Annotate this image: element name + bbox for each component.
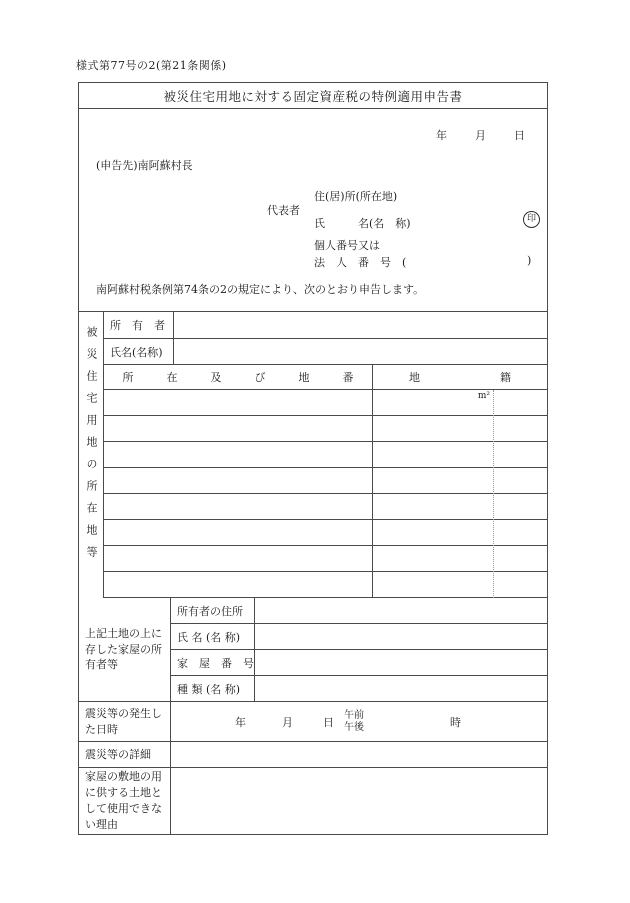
land-table-header-row	[104, 365, 591, 390]
dt-year-label: 年	[235, 715, 246, 729]
owner-name-row	[104, 339, 547, 365]
building-owner-section	[79, 598, 547, 702]
location-cell	[104, 468, 373, 493]
land-table-data-rows	[104, 390, 547, 598]
building-owner-name-value	[255, 624, 547, 649]
dt-day-label: 日	[323, 715, 334, 729]
area-cell	[373, 520, 547, 545]
owner-name-value-cell	[174, 339, 547, 364]
area-header-label: 地籍	[409, 371, 591, 384]
area-header-cell	[373, 365, 591, 389]
area-cell	[373, 442, 547, 467]
dt-ampm-label	[344, 710, 364, 734]
area-cell	[373, 572, 547, 597]
dt-am-label: 午前	[344, 709, 364, 721]
form-code: 様式第77号の2(第21条関係)	[76, 59, 227, 72]
building-number-label: 家 屋 番 号	[171, 650, 255, 675]
location-cell	[104, 572, 373, 597]
owner-value-cell	[174, 312, 547, 338]
declaration-statement: 南阿蘇村税条例第74条の2の規定により、次のとおり申告します。	[96, 283, 425, 296]
dt-month-label: 月	[282, 715, 293, 729]
land-table-side-label: 被災住宅用地の所在地等	[85, 326, 98, 568]
dt-hour-label: 時	[450, 715, 461, 729]
representative-label: 代表者	[267, 204, 300, 217]
form-title-text: 被災住宅用地に対する固定資産税の特例適用申告書	[163, 88, 463, 104]
seal-mark-icon	[523, 211, 540, 228]
building-owner-address-label: 所有者の住所	[171, 598, 255, 623]
seal-char: 印	[526, 214, 536, 224]
location-cell	[104, 390, 373, 415]
location-cell	[104, 416, 373, 441]
dt-pm-label: 午後	[344, 721, 364, 733]
corporate-number-label: 法 人 番 号 (	[314, 256, 407, 269]
date-month-label: 月	[475, 129, 486, 142]
land-table-main	[104, 312, 591, 598]
building-owner-address-row	[171, 598, 547, 624]
land-row	[104, 520, 547, 546]
land-row	[104, 494, 547, 520]
location-cell	[104, 494, 373, 519]
land-row	[104, 546, 547, 572]
building-type-value	[255, 676, 547, 701]
addressee: (申告先)南阿蘇村長	[96, 159, 193, 172]
disaster-detail-value	[171, 742, 547, 767]
building-type-row	[171, 676, 547, 701]
area-column-dotted-divider	[493, 390, 494, 598]
representative-address-label: 住(居)所(所在地)	[314, 190, 398, 203]
land-row	[104, 390, 547, 416]
disaster-datetime-section	[79, 702, 547, 742]
representative-name-label: 氏 名(名 称)	[314, 217, 411, 230]
building-owner-name-row	[171, 624, 547, 650]
form-title	[79, 83, 547, 109]
date-line	[436, 127, 547, 143]
land-row	[104, 572, 547, 598]
area-cell	[373, 468, 547, 493]
building-owner-address-value	[255, 598, 547, 623]
corporate-number-close-paren: )	[527, 254, 532, 267]
location-header-cell	[104, 365, 387, 389]
date-day-label: 日	[514, 129, 525, 142]
building-number-row	[171, 650, 547, 676]
location-header-label: 所在及び地番	[122, 371, 387, 384]
disaster-datetime-label: 震災等の発生した日時	[79, 702, 171, 741]
area-cell	[373, 416, 547, 441]
unusable-reason-value	[171, 768, 547, 834]
land-table	[79, 311, 591, 598]
land-row	[104, 442, 547, 468]
form-border-box	[78, 82, 591, 835]
disaster-detail-section	[79, 742, 547, 768]
square-meter-unit: m²	[477, 391, 490, 401]
land-row	[104, 468, 547, 494]
building-number-value	[255, 650, 547, 675]
bottom-table	[79, 598, 547, 834]
personal-number-label: 個人番号又は	[314, 239, 380, 252]
building-owner-section-label: 上記土地の上に存した家屋の所有者等	[79, 598, 171, 701]
land-row	[104, 416, 547, 442]
area-cell	[373, 546, 547, 571]
owner-name-label-cell: 氏名(名称)	[104, 339, 174, 364]
location-cell	[104, 520, 373, 545]
unusable-reason-section	[79, 768, 547, 834]
disaster-detail-label: 震災等の詳細	[79, 742, 171, 767]
area-cell	[373, 390, 547, 415]
land-table-side-header	[79, 312, 104, 598]
building-owner-rows	[171, 598, 547, 701]
date-year-label: 年	[436, 129, 447, 142]
building-owner-name-label: 氏 名 (名 称)	[171, 624, 255, 649]
owner-label-cell: 所 有 者	[104, 312, 174, 338]
unusable-reason-label: 家屋の敷地の用に供する土地として使用できない理由	[79, 768, 171, 834]
location-cell	[104, 546, 373, 571]
building-type-label: 種 類 (名 称)	[171, 676, 255, 701]
area-cell	[373, 494, 547, 519]
location-cell	[104, 442, 373, 467]
owner-row	[104, 312, 547, 339]
disaster-datetime-value	[171, 702, 547, 741]
